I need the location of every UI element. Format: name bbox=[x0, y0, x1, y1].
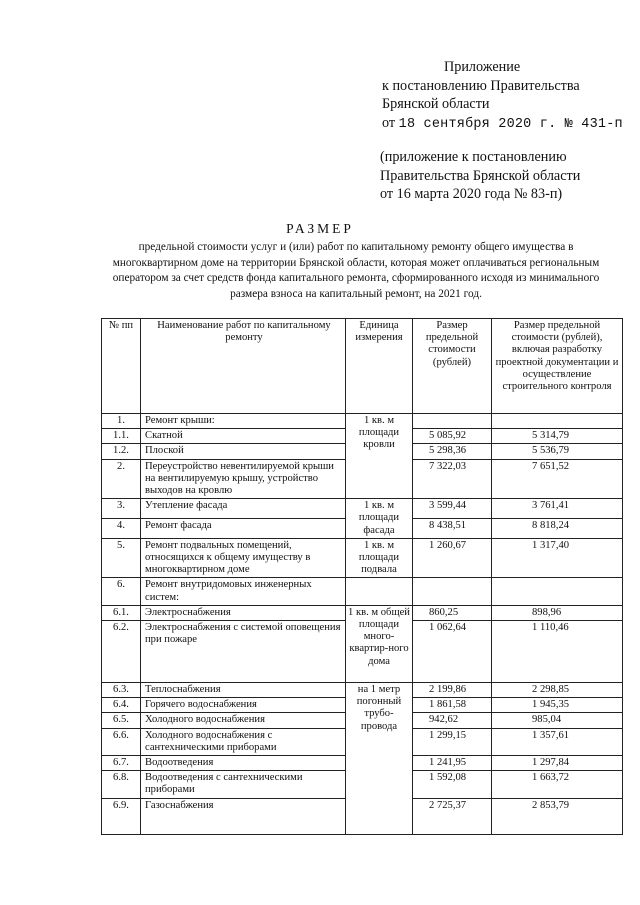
row-num: 6.8. bbox=[102, 771, 141, 798]
cost-table bbox=[101, 318, 623, 835]
appendix-header bbox=[382, 58, 623, 134]
row-value: 5 298,36 bbox=[413, 444, 492, 459]
row-value-full: 3 761,41 bbox=[492, 499, 623, 519]
note-line-3: от 16 марта 2020 года № 83-п) bbox=[380, 186, 563, 203]
row-value-full: 985,04 bbox=[492, 713, 623, 728]
row-value: 1 260,67 bbox=[413, 538, 492, 578]
row-value: 1 299,15 bbox=[413, 728, 492, 755]
appendix-title: Приложение bbox=[444, 59, 521, 75]
note-line-1: (приложение к постановлению bbox=[380, 149, 567, 165]
row-value-full: 898,96 bbox=[492, 605, 623, 620]
row-name: Газоснабжения bbox=[141, 798, 346, 834]
row-name: Утепление фасада bbox=[141, 499, 346, 519]
row-num: 1. bbox=[102, 414, 141, 429]
row-num: 3. bbox=[102, 499, 141, 519]
row-name: Скатной bbox=[141, 429, 346, 444]
header-unit: Единица измерения bbox=[346, 319, 413, 414]
row-num: 4. bbox=[102, 519, 141, 539]
row-value-full bbox=[492, 414, 623, 429]
unit-roof: 1 кв. м площади кровли bbox=[346, 414, 413, 460]
table-row bbox=[102, 605, 623, 620]
row-name: Холодного водоснабжения с сантехническими приборами bbox=[141, 728, 346, 755]
row-value: 1 241,95 bbox=[413, 756, 492, 771]
row-num: 5. bbox=[102, 538, 141, 578]
row-value: 1 062,64 bbox=[413, 621, 492, 683]
row-name: Ремонт фасада bbox=[141, 519, 346, 539]
unit-pipe: на 1 метр погонный трубо-провода bbox=[346, 683, 413, 835]
previous-appendix-note bbox=[380, 148, 580, 204]
row-value-full: 8 818,24 bbox=[492, 519, 623, 539]
header-size-full: Размер предельной стоимости (рублей), включая разработку проектной документации и осуществление строительного контроля bbox=[492, 319, 623, 414]
row-value: 942,62 bbox=[413, 713, 492, 728]
row-name: Ремонт внутридомовых инженерных систем: bbox=[141, 578, 346, 605]
appendix-line-3: Брянской области bbox=[382, 96, 490, 113]
row-num: 6.7. bbox=[102, 756, 141, 771]
unit-house: 1 кв. м общей площади много-квартир-ного дома bbox=[346, 605, 413, 682]
row-value: 1 592,08 bbox=[413, 771, 492, 798]
appendix-date-stamp: 18 сентября 2020 г. № 431-п bbox=[398, 116, 623, 132]
row-value-full: 1 110,46 bbox=[492, 621, 623, 683]
row-num: 1.1. bbox=[102, 429, 141, 444]
document-subtitle: предельной стоимости услуг и (или) работ по капитальному ремонту общего имущества в многоквартирном доме на территории Брянской области, которая может оплачиваться региональным оператором за счет средств фонда капитального ремонта, сформированного исходя из минимального размера взноса на капитальный ремонт, на 2021 год. bbox=[112, 241, 600, 300]
row-name: Ремонт крыши: bbox=[141, 414, 346, 429]
table-header-row bbox=[102, 319, 623, 414]
row-value-full: 1 317,40 bbox=[492, 538, 623, 578]
row-name: Переустройство невентилируемой крыши на вентилируемую крышу, устройство выходов на кровлю bbox=[141, 459, 346, 499]
row-num: 6.3. bbox=[102, 683, 141, 698]
row-value: 1 861,58 bbox=[413, 698, 492, 713]
row-value: 8 438,51 bbox=[413, 519, 492, 539]
table-row bbox=[102, 578, 623, 605]
unit-empty bbox=[346, 459, 413, 499]
unit-empty bbox=[346, 578, 413, 605]
row-value: 2 725,37 bbox=[413, 798, 492, 834]
table-row bbox=[102, 683, 623, 698]
row-value-full: 7 651,52 bbox=[492, 459, 623, 499]
unit-basement: 1 кв. м площади подвала bbox=[346, 538, 413, 578]
row-value-full: 5 314,79 bbox=[492, 429, 623, 444]
row-num: 1.2. bbox=[102, 444, 141, 459]
note-line-2: Правительства Брянской области bbox=[380, 167, 581, 184]
row-name: Теплоснабжения bbox=[141, 683, 346, 698]
table-row bbox=[102, 499, 623, 519]
row-name: Плоской bbox=[141, 444, 346, 459]
row-value: 3 599,44 bbox=[413, 499, 492, 519]
header-num: № пп bbox=[102, 319, 141, 414]
appendix-date-line bbox=[382, 114, 623, 135]
row-value bbox=[413, 414, 492, 429]
document-title: РАЗМЕР bbox=[286, 221, 354, 236]
appendix-line-2: к постановлению Правительства bbox=[382, 77, 580, 94]
row-value bbox=[413, 578, 492, 605]
table-row bbox=[102, 414, 623, 429]
row-value-full: 1 297,84 bbox=[492, 756, 623, 771]
table-row bbox=[102, 538, 623, 578]
row-num: 6.6. bbox=[102, 728, 141, 755]
row-num: 6.4. bbox=[102, 698, 141, 713]
header-size: Размер предельной стоимости (рублей) bbox=[413, 319, 492, 414]
row-name: Электроснабжения bbox=[141, 605, 346, 620]
row-value: 5 085,92 bbox=[413, 429, 492, 444]
row-num: 6.9. bbox=[102, 798, 141, 834]
table-row bbox=[102, 459, 623, 499]
row-num: 6.5. bbox=[102, 713, 141, 728]
row-value: 7 322,03 bbox=[413, 459, 492, 499]
row-value-full: 1 945,35 bbox=[492, 698, 623, 713]
row-name: Ремонт подвальных помещений, относящихся к общему имуществу в многоквартирном доме bbox=[141, 538, 346, 578]
row-value-full bbox=[492, 578, 623, 605]
row-value: 860,25 bbox=[413, 605, 492, 620]
row-name: Электроснабжения с системой оповещения при пожаре bbox=[141, 621, 346, 683]
row-num: 2. bbox=[102, 459, 141, 499]
row-num: 6.2. bbox=[102, 621, 141, 683]
row-name: Холодного водоснабжения bbox=[141, 713, 346, 728]
row-value: 2 199,86 bbox=[413, 683, 492, 698]
unit-facade: 1 кв. м площади фасада bbox=[346, 499, 413, 539]
row-value-full: 1 663,72 bbox=[492, 771, 623, 798]
appendix-date-prefix: от bbox=[382, 114, 396, 131]
row-name: Водоотведения с сантехническими приборами bbox=[141, 771, 346, 798]
row-value-full: 2 298,85 bbox=[492, 683, 623, 698]
row-num: 6. bbox=[102, 578, 141, 605]
row-value-full: 5 536,79 bbox=[492, 444, 623, 459]
row-name: Горячего водоснабжения bbox=[141, 698, 346, 713]
row-value-full: 1 357,61 bbox=[492, 728, 623, 755]
row-num: 6.1. bbox=[102, 605, 141, 620]
row-value-full: 2 853,79 bbox=[492, 798, 623, 834]
header-name: Наименование работ по капитальному ремонту bbox=[141, 319, 346, 414]
row-name: Водоотведения bbox=[141, 756, 346, 771]
